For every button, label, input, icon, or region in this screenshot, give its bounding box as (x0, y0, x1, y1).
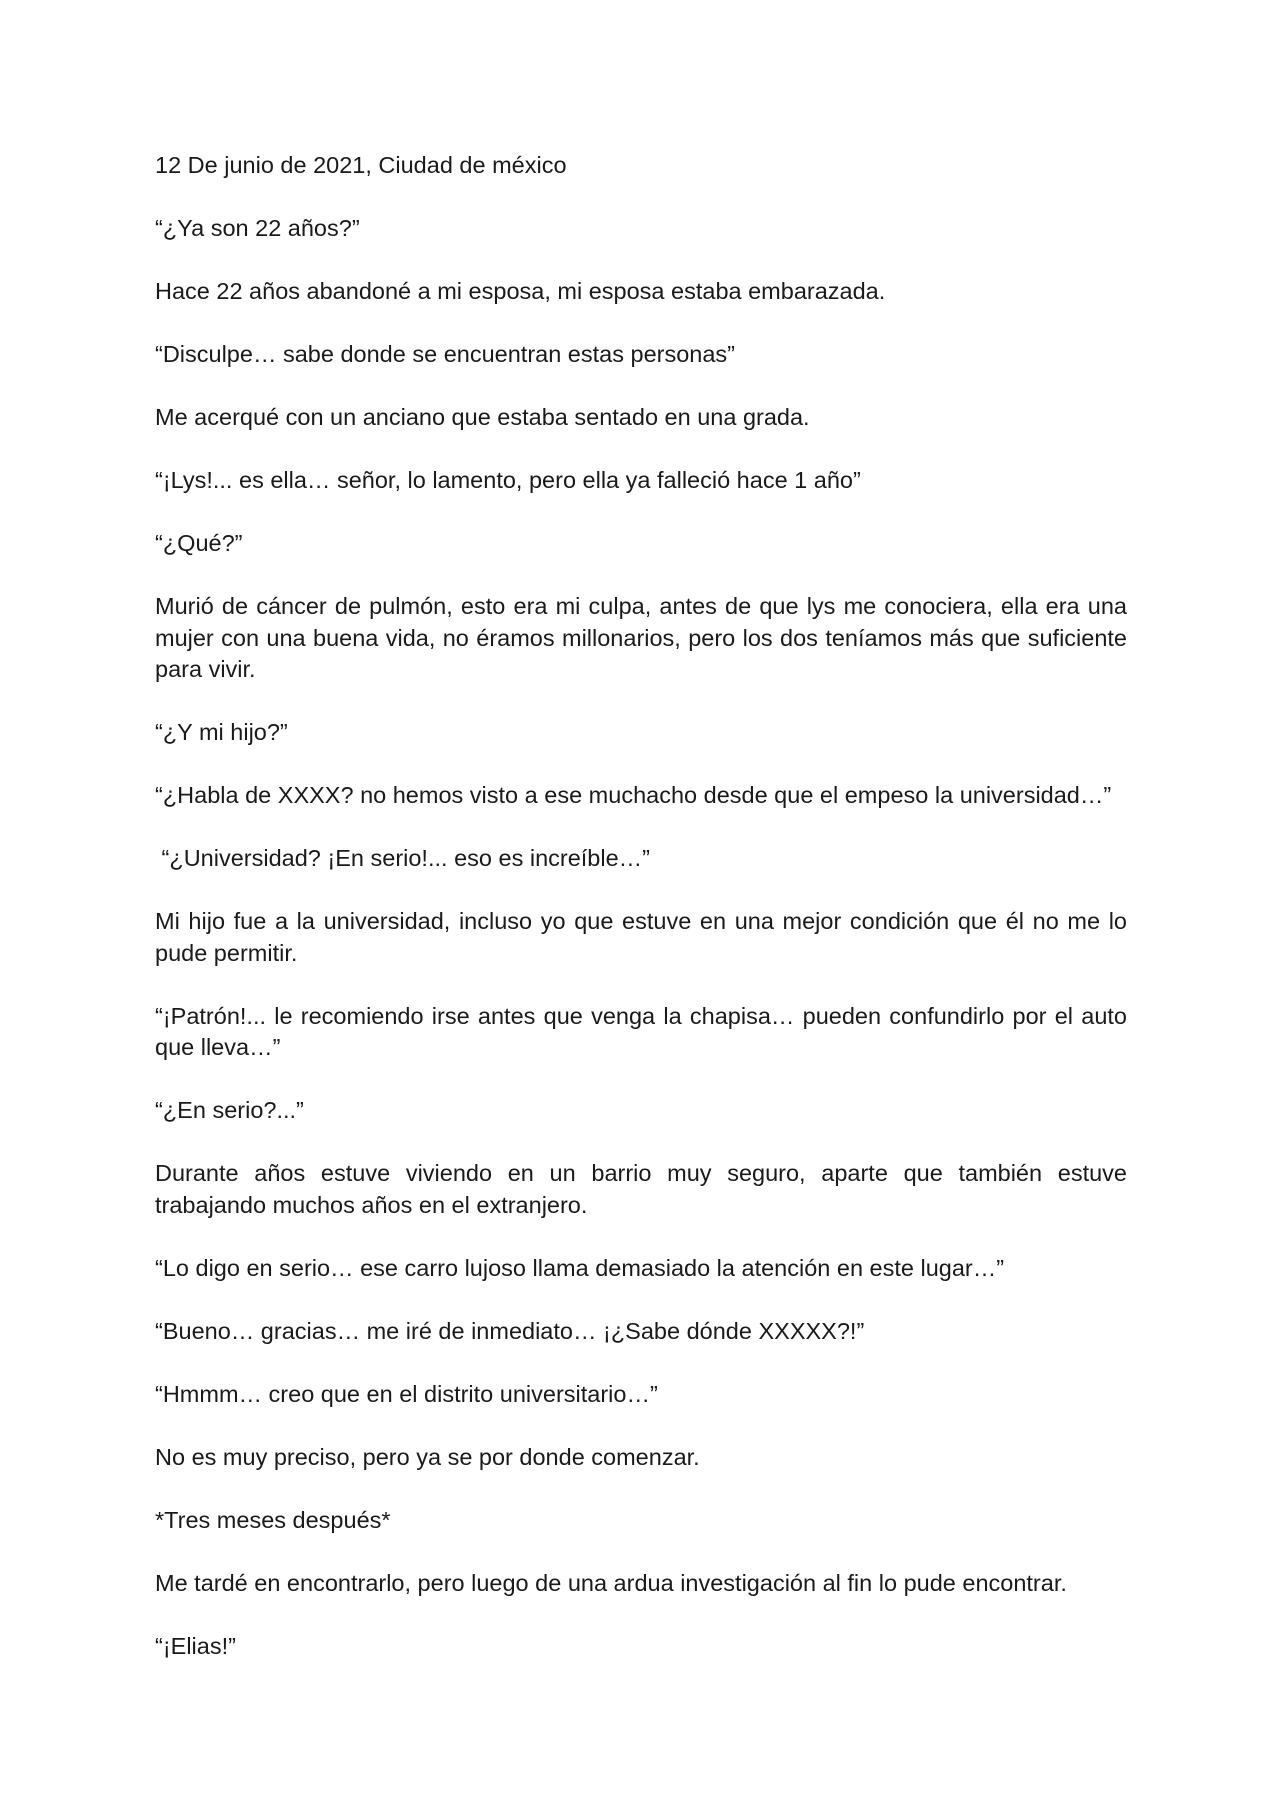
paragraph: “¿Qué?” (155, 530, 243, 556)
paragraph: “¿Y mi hijo?” (155, 719, 288, 745)
paragraph: Me acerqué con un anciano que estaba sentado en una grada. (155, 404, 810, 430)
paragraph: Hace 22 años abandoné a mi esposa, mi esposa estaba embarazada. (155, 278, 886, 304)
paragraph: “¿Universidad? ¡En serio!... eso es increíble…” (155, 845, 650, 871)
paragraph: “¡Elias!” (155, 1632, 236, 1659)
paragraph-date-line: 12 De junio de 2021, Ciudad de méxico (155, 152, 567, 178)
paragraph: “¿En serio?...” (155, 1097, 304, 1123)
paragraph: “Lo digo en serio… ese carro lujoso llama demasiado la atención en este lugar…” (155, 1254, 1005, 1281)
document-body (155, 150, 1134, 1662)
paragraph-scene-break: *Tres meses después* (155, 1506, 391, 1533)
paragraph: Mi hijo fue a la universidad, incluso yo que estuve en una mejor condición que él no me lo pude permitir. (155, 908, 1134, 966)
paragraph: “¡Patrón!... le recomiendo irse antes que venga la chapisa… pueden confundirlo por el auto que lleva…” (155, 1002, 1134, 1060)
paragraph: “¡Lys!... es ella… señor, lo lamento, pero ella ya falleció hace 1 año” (155, 467, 861, 493)
paragraph: “Hmmm… creo que en el distrito universitario…” (155, 1380, 658, 1407)
paragraph: Me tardé en encontrarlo, pero luego de una ardua investigación al fin lo pude encontrar. (155, 1569, 1067, 1596)
paragraph: No es muy preciso, pero ya se por donde comenzar. (155, 1443, 700, 1470)
paragraph: “Bueno… gracias… me iré de inmediato… ¡¿Sabe dónde XXXXX?!” (155, 1317, 865, 1344)
paragraph: Durante años estuve viviendo en un barrio muy seguro, aparte que también estuve trabajando muchos años en el extranjero. (155, 1160, 1134, 1218)
paragraph: Murió de cáncer de pulmón, esto era mi culpa, antes de que lys me conociera, ella era una mujer con una buena vida, no éramos millonarios, pero los dos teníamos más que suficiente para vivir. (155, 593, 1134, 682)
paragraph: “¿Ya son 22 años?” (155, 215, 360, 241)
paragraph: “¿Habla de XXXX? no hemos visto a ese muchacho desde que el empeso la universidad…” (155, 782, 1112, 808)
paragraph: “Disculpe… sabe donde se encuentran estas personas” (155, 341, 736, 367)
